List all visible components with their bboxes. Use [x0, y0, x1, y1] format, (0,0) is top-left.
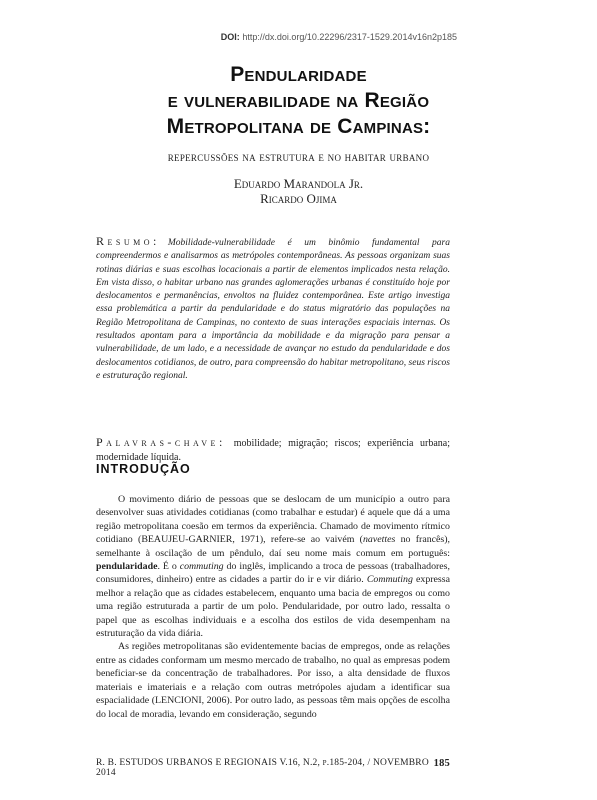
emphasis-text: commuting — [179, 561, 224, 573]
emphasis-text: Commuting — [366, 574, 413, 586]
title-line-2: e vulnerabilidade na Região — [167, 89, 430, 112]
abstract-text: Mobilidade-vulnerabilidade é um binômio fundamental para compreendermos e analisarmos as metrópoles contemporâneas. As pessoas organizam suas rotinas diárias e suas escolhas locacionais a partir de elementos implicados nesta relação. Em vista disso, o habitar urbano nas grandes aglomerações urbanas é constituído hoje por deslocamentos e permanências, envoltos na fluidez contemporânea. Este artigo investiga essa problemática a partir da pendularidade e do status migratório das populações na Região Metropolitana de Campinas, no contexto de suas interações espaciais internas. Os resultados apontam para a importância da mobilidade e da migração para pensar a vulnerabilidade, de um lado, e a necessidade de avançar no estudo da pendularidade e dos deslocamentos cotidianos, de outro, para compreensão do habitar metropolitano, seus riscos e estruturação regional. — [96, 238, 450, 381]
article-title — [0, 62, 597, 140]
section-heading-introducao: INTRODUÇÃO — [96, 462, 191, 476]
page-number: 185 — [433, 758, 450, 769]
page-footer — [96, 758, 450, 778]
paragraph-text: no francês), semelhante à oscilação de um pêndulo, daí seu nome mais comum em português: — [96, 534, 451, 559]
paragraph: As regiões metropolitanas são evidentemente bacias de empregos, onde as relações entre as cidades conformam um mesmo mercado de trabalho, no qual as empresas podem beneficiar-se da concentração de trabalhadores. Por isso, a alta densidade de fluxos materiais e imateriais e a relação com outras metrópoles ajudam a identificar sua espacialidade (LENCIONI, 2006). Por outro lado, as pessoas têm mais opções de escolha do local de moradia, levando em consideração, segundo — [96, 641, 450, 720]
paragraph-text: . É o — [157, 561, 180, 573]
doi-line — [221, 32, 457, 42]
body-text — [96, 493, 450, 721]
keywords-text: mobilidade; migração; riscos; experiência urbana; modernidade líquida. — [96, 438, 450, 463]
paragraph-text: expressa melhor a relação que as cidades estabelecem, enquanto uma bacia de empregos ou como uma região estruturada a partir de um polo. Pendularidade, por outro lado, ressalta o papel que as escolhas individuais e a escolha dos estilos de vida desempenham na estruturação da vida diária. — [96, 574, 451, 640]
author-name: Eduardo Marandola Jr. — [233, 176, 364, 191]
title-line-3: Metropolitana de Campinas: — [166, 115, 431, 138]
article-subtitle: repercussões na estrutura e no habitar urbano — [167, 150, 430, 164]
paragraph — [96, 493, 450, 640]
paragraph-text: do inglês, implicando a troca de pessoas (trabalhadores, consumidores, dinheiro) entre as cidades a partir do ir e vir diário. — [96, 561, 450, 586]
doi-label: DOI: — [220, 32, 240, 42]
emphasis-text: navettes — [362, 534, 396, 546]
doi-link[interactable]: http://dx.doi.org/10.22296/2317-1529.2014v16n2p185 — [242, 32, 457, 42]
keywords-label: Palavras-chave: — [96, 435, 226, 449]
author-name: Ricardo Ojima — [260, 191, 337, 206]
abstract-label: Resumo: — [96, 234, 160, 248]
author-list — [0, 176, 597, 206]
title-line-1: Pendularidade — [230, 63, 367, 86]
journal-citation: R. B. ESTUDOS URBANOS E REGIONAIS V.16, N.2, p.185-204, / NOVEMBRO 2014 — [96, 758, 429, 778]
keywords — [96, 436, 450, 464]
paragraph-text: O movimento diário de pessoas que se deslocam de um município a outro para desenvolver suas atividades cotidianas (como trabalhar e estudar) é aquele que dá a uma região metropolitana coesão em termos da experiência. Chamado de movimento rítmico cotidiano (BEAUJEU-GARNIER, 1971), refere-se ao vaivém ( — [96, 494, 450, 546]
abstract — [96, 235, 450, 383]
bold-term: pendularidade — [96, 561, 158, 573]
